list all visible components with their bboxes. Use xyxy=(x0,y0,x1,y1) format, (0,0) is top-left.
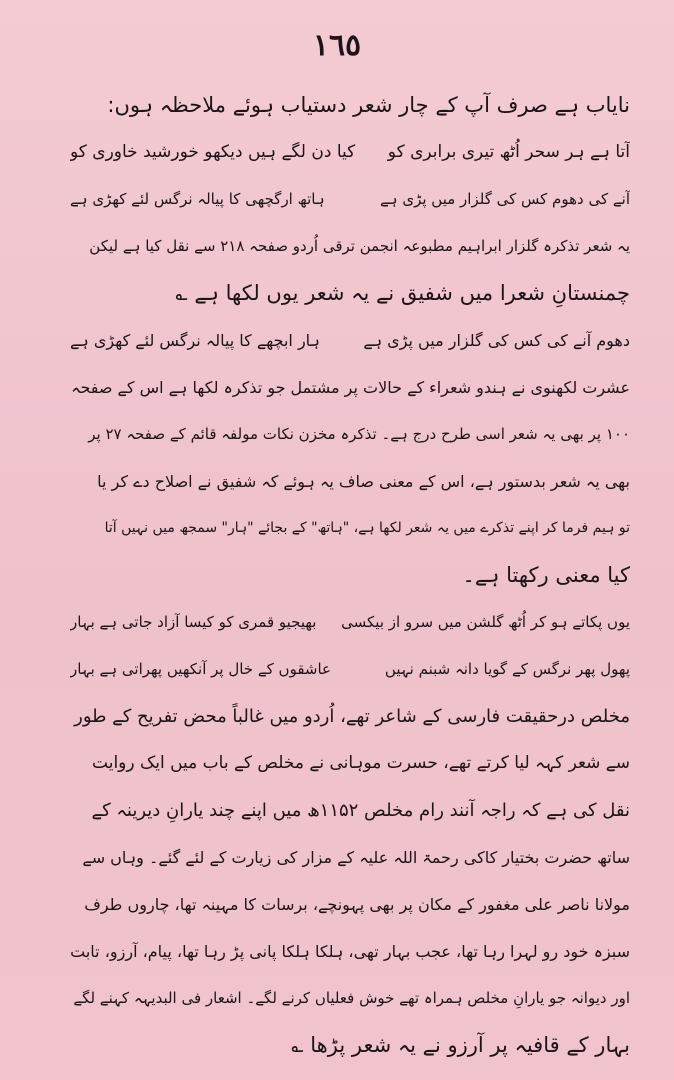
prose-line: تو ہیم فرما کر اپنے تذکرے میں یہ شعر لکھا ہے، "ہاتھ" کے بجائے "ہار" سمجھ میں نہیں آتا xyxy=(104,520,630,536)
verse-line xyxy=(70,176,630,223)
page-text xyxy=(70,82,630,1069)
verse-first-hemistich: آنے کی دھوم کس کی گلزار میں پڑی ہے xyxy=(380,190,630,208)
verse-line xyxy=(70,646,630,693)
verse-second-hemistich: عاشقوں کے خال پر آنکھیں پھراتی ہے بہار xyxy=(70,660,331,678)
prose-line: یہ شعر تذکرہ گلزار ابراہیم مطبوعہ انجمن ترقی اُردو صفحہ ۲۱۸ سے نقل کیا ہے لیکن xyxy=(89,237,630,255)
prose-line: بھی یہ شعر بدستور ہے، اس کے معنی صاف یہ ہوئے کہ شفیق نے اصلاح دے کر یا xyxy=(97,472,630,491)
prose-line: ساتھ حضرت بختیار کاکی رحمۃ اللہ علیہ کے مزار کی زیارت کے لئے گئے۔ وہاں سے xyxy=(82,848,630,867)
verse-line xyxy=(70,599,630,646)
verse-first-hemistich: پھول پھر نرگس کے گویا دانہ شبنم نہیں xyxy=(384,660,630,678)
page-number: ١٦٥ xyxy=(312,28,362,63)
prose-line: اور دیوانہ جو یارانِ مخلص ہمراہ تھے خوش فعلیاں کرنے لگے۔ اشعار فی البدیہہ کہنے لگے xyxy=(73,989,630,1007)
verse-second-hemistich: کیا دن لگے ہیں دیکھو خورشید خاوری کو xyxy=(70,142,356,162)
prose-line: کیا معنی رکھتا ہے۔ xyxy=(462,563,630,587)
verse-line xyxy=(70,317,630,364)
verse-line xyxy=(70,129,630,176)
verse-first-hemistich: دھوم آنے کی کس کی گلزار میں پڑی ہے xyxy=(363,331,630,350)
prose-line: مولانا ناصر علی مغفور کے مکان پر بھی پہونچے، برسات کا مہینہ تھا، چاروں طرف xyxy=(84,895,630,914)
verse-second-hemistich: ہاتھ ارگچھی کا پیالہ نرگس لئے کھڑی ہے xyxy=(70,190,325,208)
prose-line: نقل کی ہے کہ راجہ آنند رام مخلص ۱۱۵۲ھ میں اپنے چند یارانِ دیرینہ کے xyxy=(91,800,630,821)
prose-line: مخلص درحقیقت فارسی کے شاعر تھے، اُردو میں غالباً محض تفریح کے طور xyxy=(74,706,630,727)
prose-line: بہار کے قافیہ پر آرزو نے یہ شعر پڑھا ؎ xyxy=(291,1033,630,1057)
verse-first-hemistich: آتا ہے ہر سحر اُٹھ تیری برابری کو xyxy=(387,142,630,162)
prose-line: ۱۰۰ پر بھی یہ شعر اسی طرح درج ہے۔ تذکرہ مخزن نکات مولفہ قائم کے صفحہ ۲۷ پر xyxy=(88,425,630,443)
verse-second-hemistich: بھیجیو قمری کو کیسا آزاد جاتی ہے بہار xyxy=(70,613,317,631)
prose-line: عشرت لکھنوی نے ہندو شعراء کے حالات پر مشتمل جو تذکرہ لکھا ہے اس کے صفحہ xyxy=(71,378,630,397)
prose-line: چمنستانِ شعرا میں شفیق نے یہ شعر یوں لکھا ہے ؎ xyxy=(175,281,630,305)
prose-line: نایاب ہے صرف آپ کے چار شعر دستیاب ہوئے ملاحظہ ہوں: xyxy=(107,93,630,117)
verse-second-hemistich: ہار ابچھے کا پیالہ نرگس لئے کھڑی ہے xyxy=(70,331,320,350)
prose-line: سے شعر کہہ لیا کرتے تھے، حسرت موہانی نے مخلص کے باب میں ایک روایت xyxy=(92,753,630,773)
verse-first-hemistich: یوں پکاتے ہو کر اُٹھ گلشن میں سرو از بیکسی xyxy=(341,613,630,631)
prose-line: سبزہ خود رو لہرا رہا تھا، عجب بہار تھی، ہلکا ہلکا پانی پڑ رہا تھا، پیام، آرزو، تابت xyxy=(70,942,630,961)
